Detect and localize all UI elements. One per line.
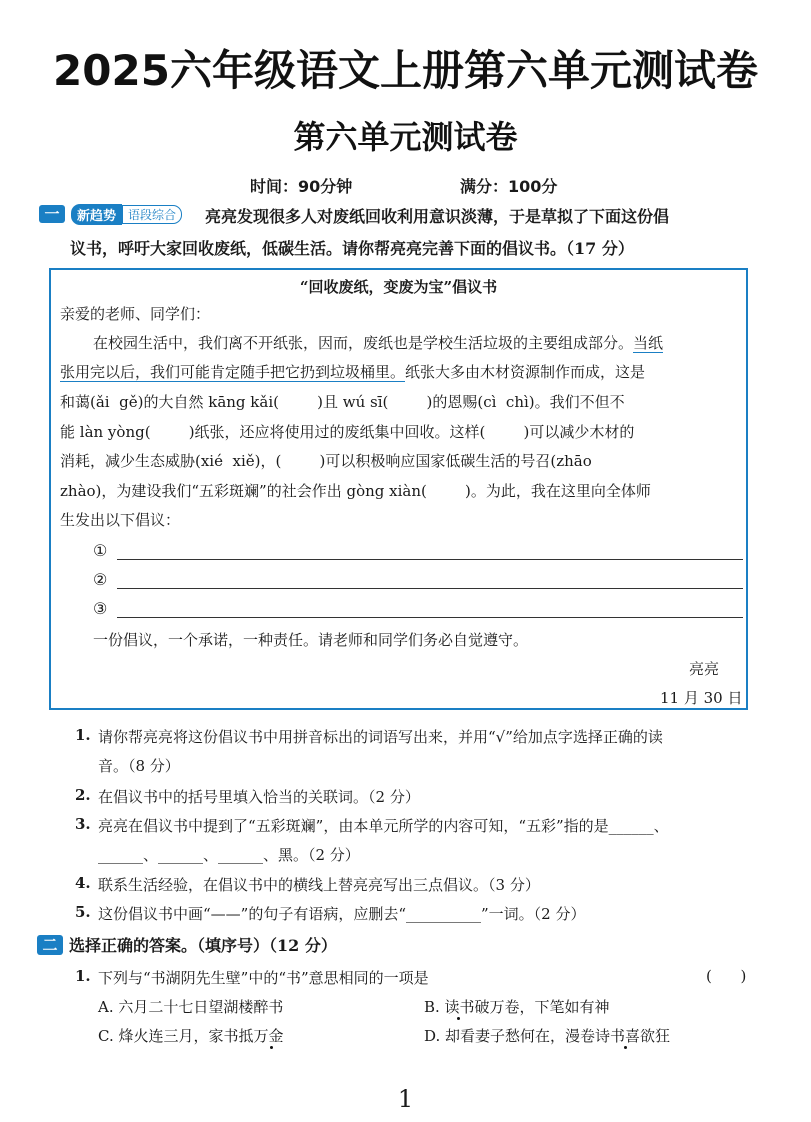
proposal-line6: zhào)，为建设我们“五彩斑斓”的社会作出 gòng xiàn( )。为此，我在这里向全体师 [60,482,651,500]
q3-line1: 亮亮在倡议书中提到了“五彩斑斓”，由本单元所学的内容可知，“五彩”指的是______、 [98,817,669,835]
q1-line2: 音。（8 分） [98,757,180,775]
option-a[interactable]: A. 六月二十七日望湖楼醉书 [98,998,284,1016]
section1-intro-line2: 议书，呼吁大家回收废纸，低碳生活。请你帮亮亮完善下面的倡议书。（17 分） [70,239,634,258]
proposal-line1-a: 在校园生活中，我们离不开纸张，因而，废纸也是学校生活垃圾的主要组成部分。 [93,334,634,352]
q3-line2: ______、______、______、黑。（2 分） [98,846,360,864]
proposal-item1-line[interactable] [117,559,743,560]
proposal-signature: 亮亮 [689,660,720,678]
page-number: 1 [397,1085,414,1113]
s2-q1-number: 1. [75,967,91,985]
proposal-line4: 能 làn yòng( )纸张，还应将使用过的废纸集中回收。这样( )可以减少木材的 [60,423,635,441]
proposal-item3-line[interactable] [117,617,743,618]
proposal-line7: 生发出以下倡议： [60,511,181,529]
q1-line1: 请你帮亮亮将这份倡议书中用拼音标出的词语写出来，并用“√”给加点字选择正确的读 [98,728,663,746]
option-c[interactable]: C. 烽火连三月，家书抵万金 [98,1027,284,1045]
q2-number: 2. [75,786,91,804]
option-d[interactable]: D. 却看妻子愁何在，漫卷诗书喜欲狂 [424,1027,671,1045]
proposal-title: “回收废纸，变废为宝”倡议书 [299,278,498,296]
section1-intro-line1: 亮亮发现很多人对废纸回收利用意识淡薄，于是草拟了下面这份倡 [205,207,670,226]
proposal-line5: 消耗，减少生态威胁(xié xiě)，( )可以积极响应国家低碳生活的号召(zhāo [60,452,592,470]
section1-tag-sub: 语段综合 [122,205,182,224]
section2-title: 选择正确的答案。（填序号）（12 分） [69,936,337,955]
proposal-line2-b: 纸张大多由木材资源制作而成，这是 [405,363,646,381]
section1-badge: 一 [39,205,65,223]
option-b[interactable]: B. 读书破万卷，下笔如有神 [424,998,610,1016]
q1-number: 1. [75,726,91,744]
q3-number: 3. [75,815,91,833]
q5-number: 5. [75,903,91,921]
exam-score: 满分：100分 [460,177,558,196]
section1-heading [39,203,182,225]
proposal-item2-line[interactable] [117,588,743,589]
s2-q1-text: 下列与“书湖阴先生壁”中的“书”意思相同的一项是 [98,969,429,987]
proposal-line1-underlined: 当纸 [633,334,664,352]
sub-title: 第六单元测试卷 [293,118,518,156]
emphasis-dot-d [624,1046,627,1049]
q2-text: 在倡议书中的括号里填入恰当的关联词。（2 分） [98,788,420,806]
proposal-item3-marker: ③ [93,599,108,618]
q4-text: 联系生活经验，在倡议书中的横线上替亮亮写出三点倡议。（3 分） [98,876,540,894]
exam-time: 时间：90分钟 [250,177,353,196]
s2-q1-answer-paren[interactable]: ( ) [706,967,747,985]
section2-heading [37,933,337,956]
main-title: 2025六年级语文上册第六单元测试卷 [53,46,758,95]
proposal-item1-marker: ① [93,541,108,560]
section1-tag-main: 新趋势 [71,204,122,225]
proposal-greeting: 亲爱的老师、同学们： [60,305,211,323]
emphasis-dot-b [457,1017,460,1020]
emphasis-dot-c [270,1046,273,1049]
proposal-line3: 和蔼(ǎi gě)的大自然 kāng kǎi( )且 wú sī( )的恩赐(cì chì)。我们不但不 [60,393,625,411]
proposal-line2 [60,358,645,387]
q5-text: 这份倡议书中画“——”的句子有语病，应删去“__________”一词。（2 分） [98,905,586,923]
proposal-line1 [93,329,663,358]
proposal-date: 11 月 30 日 [660,689,743,707]
proposal-closing: 一份倡议，一个承诺，一种责任。请老师和同学们务必自觉遵守。 [93,631,529,649]
proposal-line2-underlined: 张用完以后，我们可能肯定随手把它扔到垃圾桶里。 [60,363,406,381]
proposal-item2-marker: ② [93,570,108,589]
section2-badge: 二 [37,935,63,955]
q4-number: 4. [75,874,91,892]
